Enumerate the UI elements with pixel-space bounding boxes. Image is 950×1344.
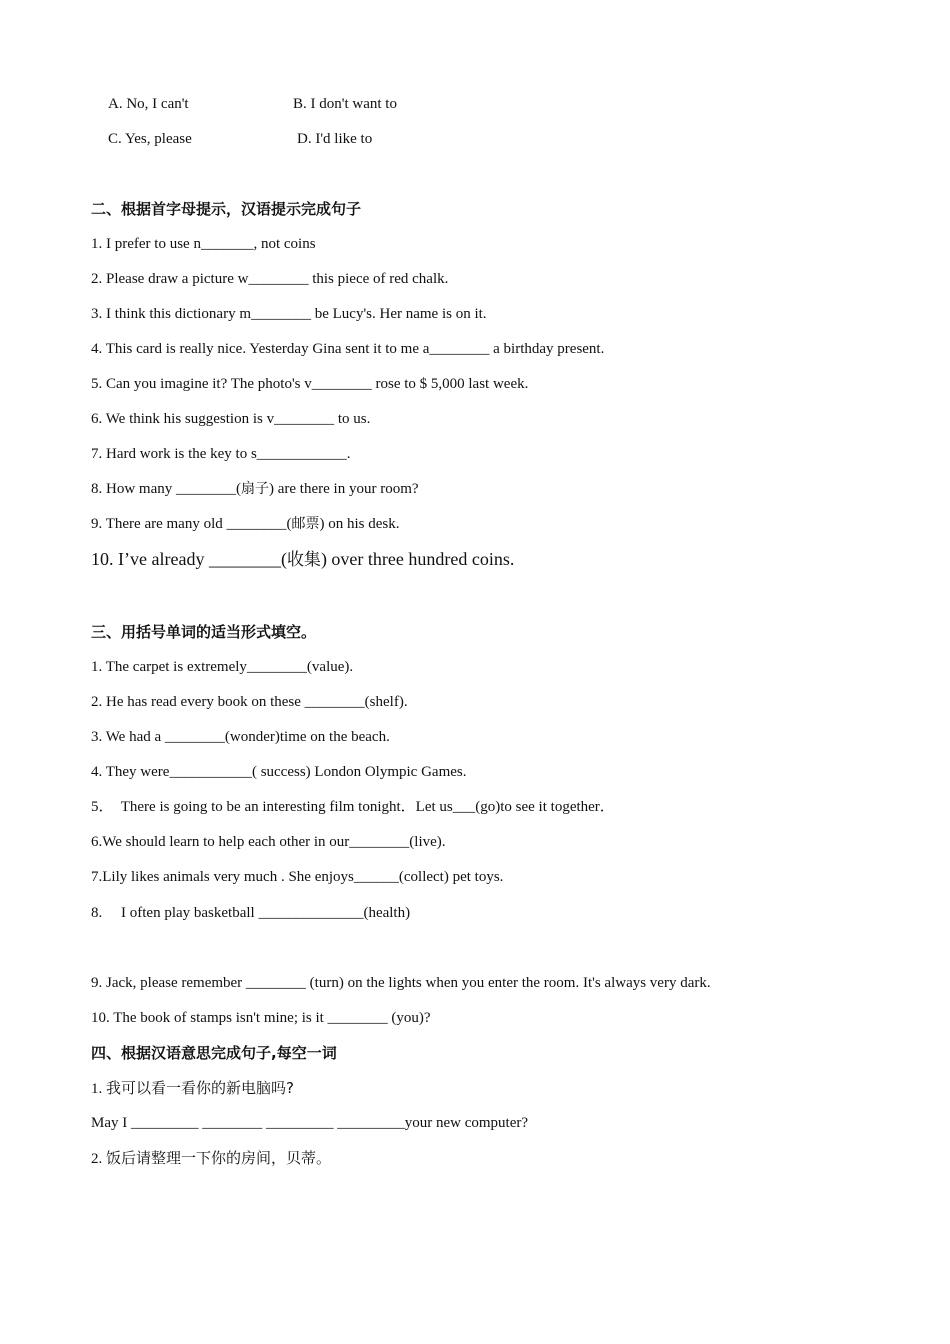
section4-heading: 四、根据汉语意思完成句子,每空一词 bbox=[91, 1044, 337, 1062]
section3-item-5: 5． There is going to be an interesting film tonight．Let us___(go)to see it together． bbox=[91, 799, 615, 815]
section2-item-7: 7. Hard work is the key to s____________. bbox=[91, 446, 351, 462]
item10-cn: 收集 bbox=[286, 550, 321, 570]
section2-item-1: 1. I prefer to use n_______, not coins bbox=[91, 236, 316, 252]
section3-item-3: 3. We had a ________(wonder)time on the beach. bbox=[91, 729, 390, 745]
item9-cn: 邮票 bbox=[291, 516, 320, 532]
section3-item-2: 2. He has read every book on these ________(shelf). bbox=[91, 694, 408, 710]
section2-item-10 bbox=[91, 548, 514, 571]
section2-item-2: 2. Please draw a picture w________ this piece of red chalk. bbox=[91, 271, 449, 287]
item10-pre: 10. I’ve already ________( bbox=[91, 549, 287, 569]
option-a: A. No, I can't bbox=[108, 96, 189, 112]
section3-item-8: 8. I often play basketball ______________(health) bbox=[91, 905, 411, 921]
section2-item-5: 5. Can you imagine it? The photo's v________ rose to $ 5,000 last week. bbox=[91, 376, 529, 392]
section3-item-6: 6.We should learn to help each other in our________(live). bbox=[91, 834, 446, 850]
q2-chinese: 饭后请整理一下你的房间，贝蒂。 bbox=[106, 1149, 332, 1167]
section3-item-4: 4. They were___________( success) London Olympic Games. bbox=[91, 764, 467, 780]
section4-q1-english: May I _________ ________ _________ _________your new computer? bbox=[91, 1115, 529, 1131]
item10-post: ) over three hundred coins. bbox=[320, 549, 515, 569]
q2-number: 2. bbox=[91, 1151, 106, 1167]
section2-heading: 二、根据首字母提示，汉语提示完成句子 bbox=[91, 200, 362, 218]
section2-item-6: 6. We think his suggestion is v________ to us. bbox=[91, 411, 371, 427]
section4-q1 bbox=[91, 1078, 294, 1099]
option-b: B. I don't want to bbox=[293, 96, 397, 112]
option-c: C. Yes, please bbox=[108, 131, 192, 147]
section2-item-3: 3. I think this dictionary m________ be Lucy's. Her name is on it. bbox=[91, 306, 487, 322]
section2-item-8 bbox=[91, 479, 419, 499]
item8-cn: 扇子 bbox=[241, 481, 269, 497]
option-d: D. I'd like to bbox=[297, 131, 373, 147]
section3-item-7: 7.Lily likes animals very much . She enjoys______(collect) pet toys. bbox=[91, 869, 504, 885]
item8-post: ) are there in your room? bbox=[269, 481, 419, 497]
section2-item-4: 4. This card is really nice. Yesterday Gina sent it to me a________ a birthday present. bbox=[91, 341, 605, 357]
section3-item-10: 10. The book of stamps isn't mine; is it ________ (you)? bbox=[91, 1010, 431, 1026]
q1-number: 1. bbox=[91, 1081, 106, 1097]
item8-pre: 8. How many ________( bbox=[91, 481, 241, 497]
section4-q2 bbox=[91, 1148, 331, 1169]
item9-pre: 9. There are many old ________( bbox=[91, 516, 292, 532]
section3-heading: 三、用括号单词的适当形式填空。 bbox=[91, 623, 317, 641]
section2-item-9 bbox=[91, 514, 400, 534]
item9-post: ) on his desk. bbox=[319, 516, 400, 532]
section3-item-1: 1. The carpet is extremely________(value). bbox=[91, 659, 354, 675]
q1-chinese: 我可以看一看你的新电脑吗? bbox=[106, 1079, 294, 1097]
section3-item-9: 9. Jack, please remember ________ (turn) on the lights when you enter the room. It's always very dark. bbox=[91, 975, 711, 991]
